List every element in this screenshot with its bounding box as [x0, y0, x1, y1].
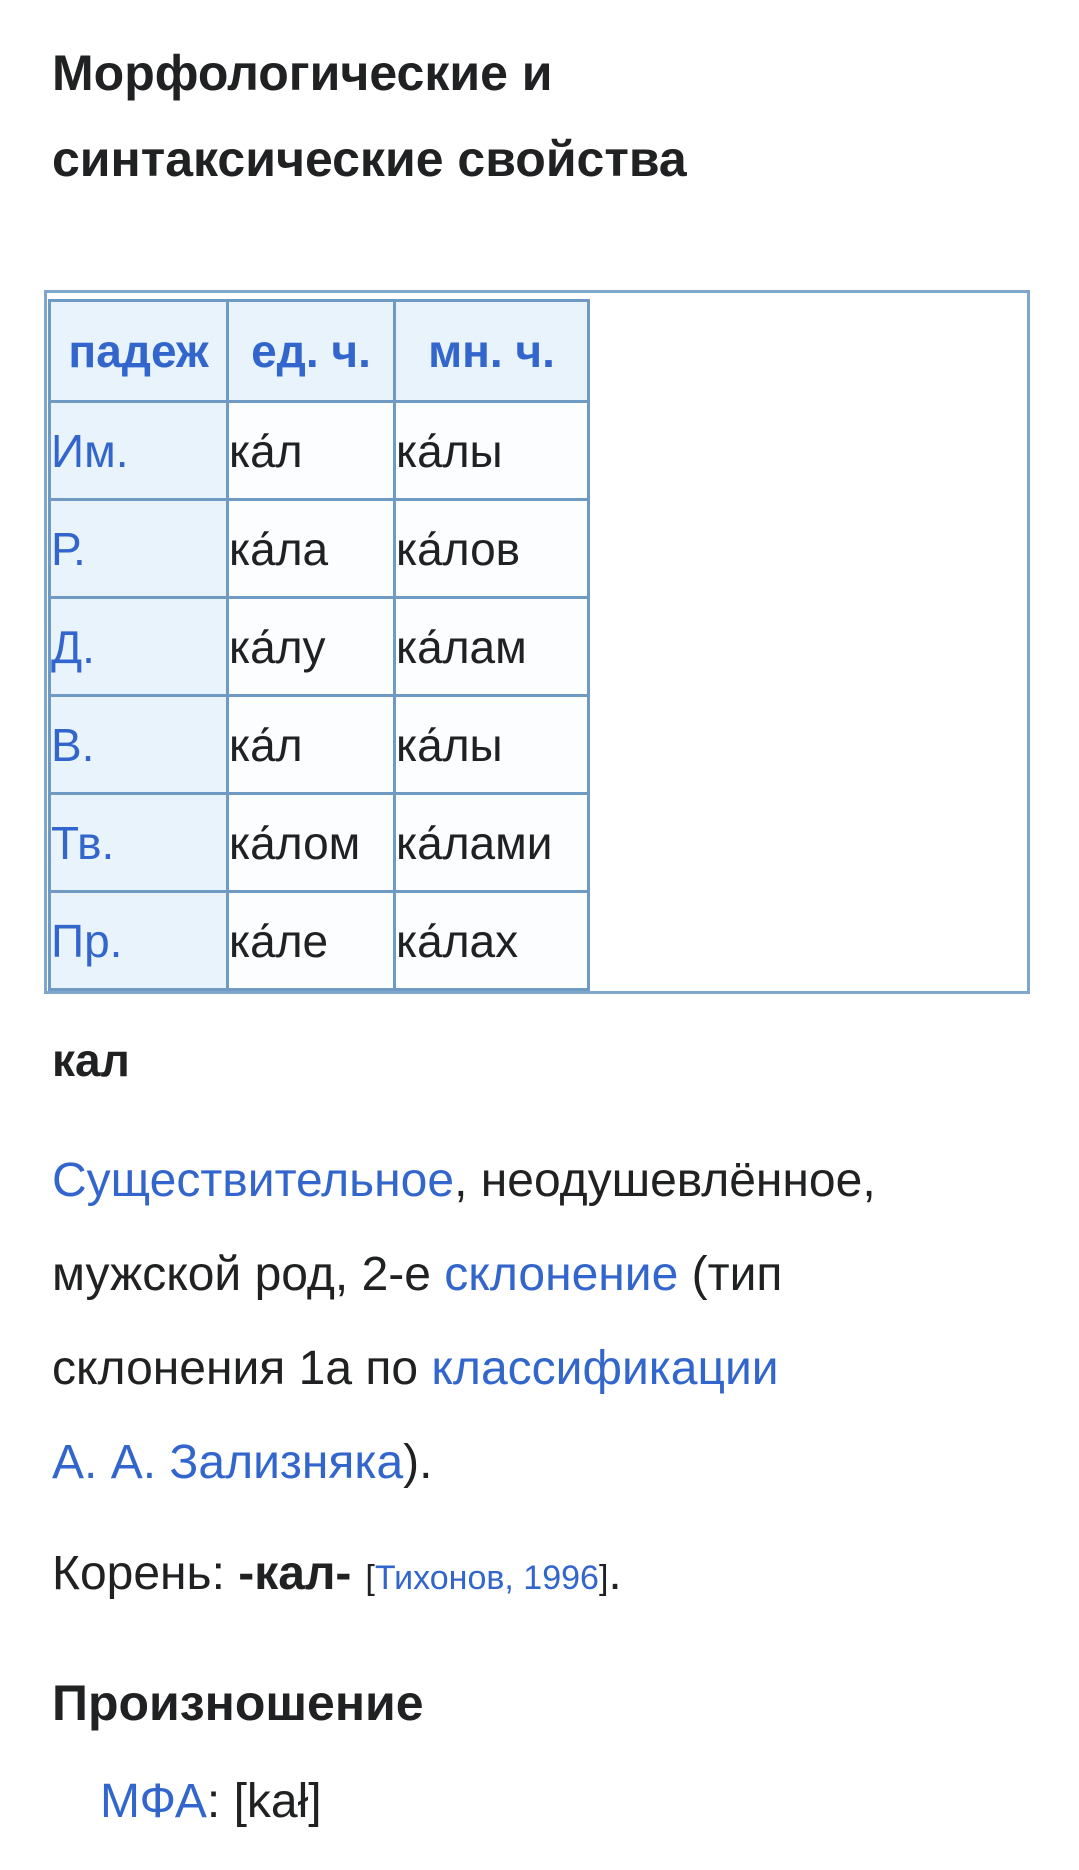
- section-heading-line2: синтаксические свойства: [52, 131, 687, 187]
- form-cell-singular: ка́ла: [228, 500, 395, 598]
- case-cell: [50, 500, 228, 598]
- morphology-table-frame: [44, 290, 1030, 994]
- form-cell-singular: ка́лу: [228, 598, 395, 696]
- header-cell-plural: [395, 301, 589, 402]
- table-row-genitive: [50, 500, 589, 598]
- table-row-instrumental: [50, 794, 589, 892]
- ipa-transcription: : [kał]: [206, 1775, 322, 1828]
- description-line: [52, 1416, 1035, 1510]
- table-row-dative: [50, 598, 589, 696]
- form-cell-plural: ка́лы: [395, 696, 589, 794]
- case-link-instrumental[interactable]: Тв.: [51, 816, 115, 869]
- ipa-line: [100, 1758, 1035, 1846]
- case-cell: [50, 598, 228, 696]
- case-cell: [50, 794, 228, 892]
- ipa-link[interactable]: МФА: [100, 1775, 207, 1828]
- ref-bracket-close: ]: [598, 1559, 609, 1597]
- form-cell-singular: ка́л: [228, 402, 395, 500]
- tikhonov-reference-link[interactable]: Тихонов, 1996: [374, 1559, 599, 1597]
- root-label: Корень:: [52, 1547, 239, 1600]
- plural-header-link[interactable]: мн. ч.: [428, 325, 555, 377]
- description-text: склонения 1а по: [52, 1342, 432, 1395]
- description-text: (тип: [678, 1248, 783, 1301]
- description-paragraph: [52, 1134, 1035, 1510]
- form-cell-plural: ка́лы: [395, 402, 589, 500]
- case-link-genitive[interactable]: Р.: [51, 522, 86, 575]
- case-header-link[interactable]: падеж: [68, 325, 209, 377]
- form-cell-plural: ка́лам: [395, 598, 589, 696]
- case-link-dative[interactable]: Д.: [51, 620, 95, 673]
- header-cell-case: [50, 301, 228, 402]
- root-value: -кал-: [238, 1547, 352, 1600]
- root-line-period: .: [608, 1547, 622, 1600]
- form-cell-plural: ка́лов: [395, 500, 589, 598]
- noun-link[interactable]: Существительное: [52, 1154, 455, 1207]
- form-cell-singular: ка́л: [228, 696, 395, 794]
- table-header-row: [50, 301, 589, 402]
- section-heading-line1: Морфологические и: [52, 45, 553, 101]
- reference: [365, 1559, 608, 1597]
- case-link-prepositional[interactable]: Пр.: [51, 914, 123, 967]
- form-cell-plural: ка́лами: [395, 794, 589, 892]
- case-cell: [50, 696, 228, 794]
- root-line: [52, 1530, 1035, 1622]
- case-cell: [50, 892, 228, 990]
- section-heading-morphology: [52, 30, 1035, 202]
- case-cell: [50, 402, 228, 500]
- classification-link[interactable]: классификации: [431, 1342, 779, 1395]
- description-line: [52, 1322, 1035, 1416]
- description-line: [52, 1134, 1035, 1228]
- description-text: мужской род, 2-е: [52, 1248, 445, 1301]
- form-cell-plural: ка́лах: [395, 892, 589, 990]
- section-heading-pronunciation: Произношение: [52, 1675, 424, 1731]
- table-row-accusative: [50, 696, 589, 794]
- form-cell-singular: ка́ле: [228, 892, 395, 990]
- page-content: [0, 30, 1079, 1846]
- case-link-nominative[interactable]: Им.: [51, 424, 129, 477]
- header-cell-singular: [228, 301, 395, 402]
- singular-header-link[interactable]: ед. ч.: [251, 325, 371, 377]
- table-row-nominative: [50, 402, 589, 500]
- form-cell-singular: ка́лом: [228, 794, 395, 892]
- description-line: [52, 1228, 1035, 1322]
- declension-table: [48, 299, 590, 991]
- description-text: ).: [403, 1436, 433, 1489]
- zaliznyak-link[interactable]: А. А. Зализняка: [52, 1436, 404, 1489]
- table-row-prepositional: [50, 892, 589, 990]
- ref-bracket-open: [: [365, 1559, 375, 1597]
- headword: кал: [52, 1034, 130, 1086]
- case-link-accusative[interactable]: В.: [51, 718, 95, 771]
- declension-link[interactable]: склонение: [444, 1248, 679, 1301]
- description-text: , неодушевлённое,: [454, 1154, 876, 1207]
